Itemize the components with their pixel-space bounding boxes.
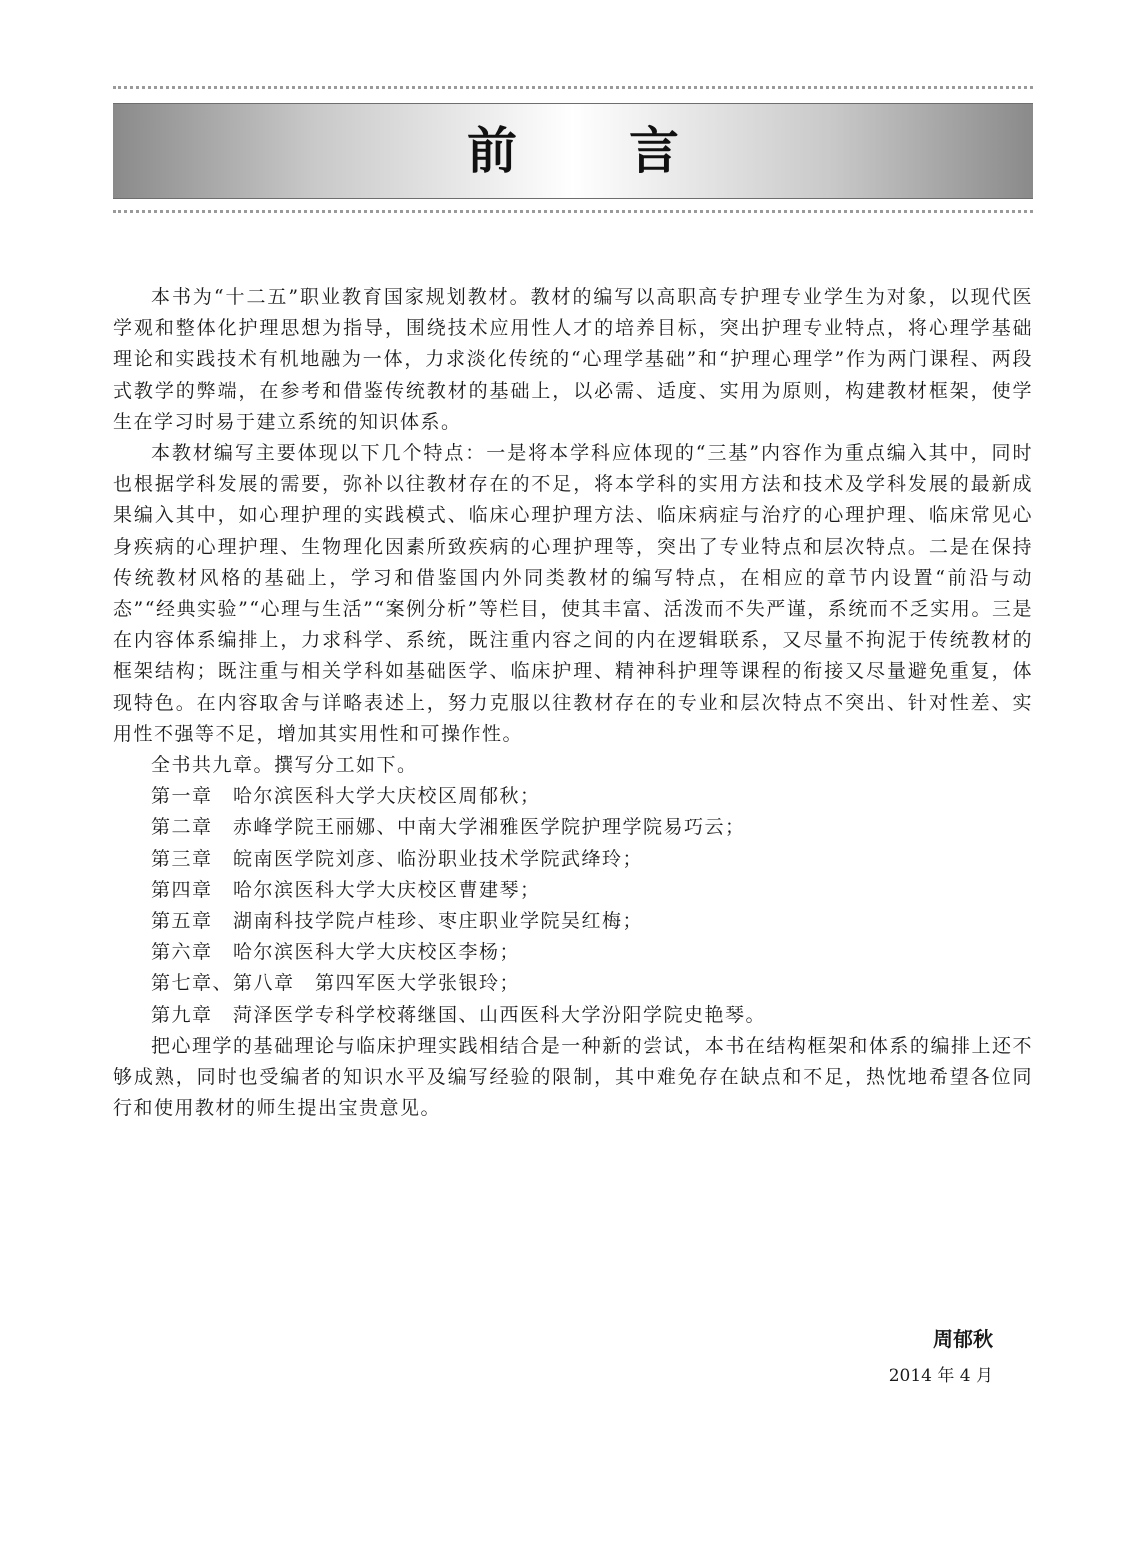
paragraph-intro: 本书为“十二五”职业教育国家规划教材。教材的编写以高职高专护理专业学生为对象，以现代医学观和整体化护理思想为指导，围绕技术应用性人才的培养目标，突出护理专业特点，将心理学基础理论和实践技术有机地融为一体，力求淡化传统的“心理学基础”和“护理心理学”作为两门课程、两段式教学的弊端，在参考和借鉴传统教材的基础上，以必需、适度、实用为原则，构建教材框架，使学生在学习时易于建立系统的知识体系。	[113, 286, 1033, 433]
chapter-author-line: 第七章、第八章 第四军医大学张银玲；	[151, 972, 521, 995]
title-banner	[113, 103, 1033, 199]
chapter-author-line: 第五章 湖南科技学院卢桂珍、枣庄职业学院吴红梅；	[151, 910, 644, 933]
author-signature: 周郁秋	[933, 1327, 993, 1351]
paragraph-features: 本教材编写主要体现以下几个特点：一是将本学科应体现的“三基”内容作为重点编入其中，同时也根据学科发展的需要，弥补以往教材存在的不足，将本学科的实用方法和技术及学科发展的最新成果编入其中，如心理护理的实践模式、临床心理护理方法、临床病症与治疗的心理护理、临床常见心身疾病的心理护理、生物理化因素所致疾病的心理护理等，突出了专业特点和层次特点。二是在保持传统教材风格的基础上，学习和借鉴国内外同类教材的编写特点，在相应的章节内设置“前沿与动态”“经典实验”“心理与生活”“案例分析”等栏目，使其丰富、活泼而不失严谨，系统而不乏实用。三是在内容体系编排上，力求科学、系统，既注重内容之间的内在逻辑联系，又尽量不拘泥于传统教材的框架结构；既注重与相关学科如基础医学、临床护理、精神科护理等课程的衔接又尽量避免重复，体现特色。在内容取舍与详略表述上，努力克服以往教材存在的专业和层次特点不突出、针对性差、实用性不强等不足，增加其实用性和可操作性。	[113, 442, 1033, 745]
preface-body	[113, 282, 1033, 1124]
bottom-dotted-rule	[113, 210, 1033, 213]
top-dotted-rule	[113, 86, 1033, 89]
chapter-author-line: 第四章 哈尔滨医科大学大庆校区曹建琴；	[151, 878, 541, 901]
chapter-author-line: 第九章 菏泽医学专科学校蒋继国、山西医科大学汾阳学院史艳琴。	[151, 1003, 767, 1026]
chapter-author-line: 第三章 皖南医学院刘彦、临汾职业技术学院武绛玲；	[151, 847, 644, 870]
paragraph-chapter-intro: 全书共九章。撰写分工如下。	[151, 754, 418, 777]
chapter-author-line: 第一章 哈尔滨医科大学大庆校区周郁秋；	[151, 785, 541, 808]
paragraph-closing: 把心理学的基础理论与临床护理实践相结合是一种新的尝试，本书在结构框架和体系的编排上还不够成熟，同时也受编者的知识水平及编写经验的限制，其中难免存在缺点和不足，热忱地希望各位同行和使用教材的师生提出宝贵意见。	[113, 1034, 1033, 1120]
preface-date: 2014 年 4 月	[888, 1366, 993, 1386]
page-title: 前言	[467, 122, 791, 180]
chapter-author-line: 第二章 赤峰学院王丽娜、中南大学湘雅医学院护理学院易巧云；	[151, 816, 746, 839]
chapter-author-line: 第六章 哈尔滨医科大学大庆校区李杨；	[151, 941, 521, 964]
